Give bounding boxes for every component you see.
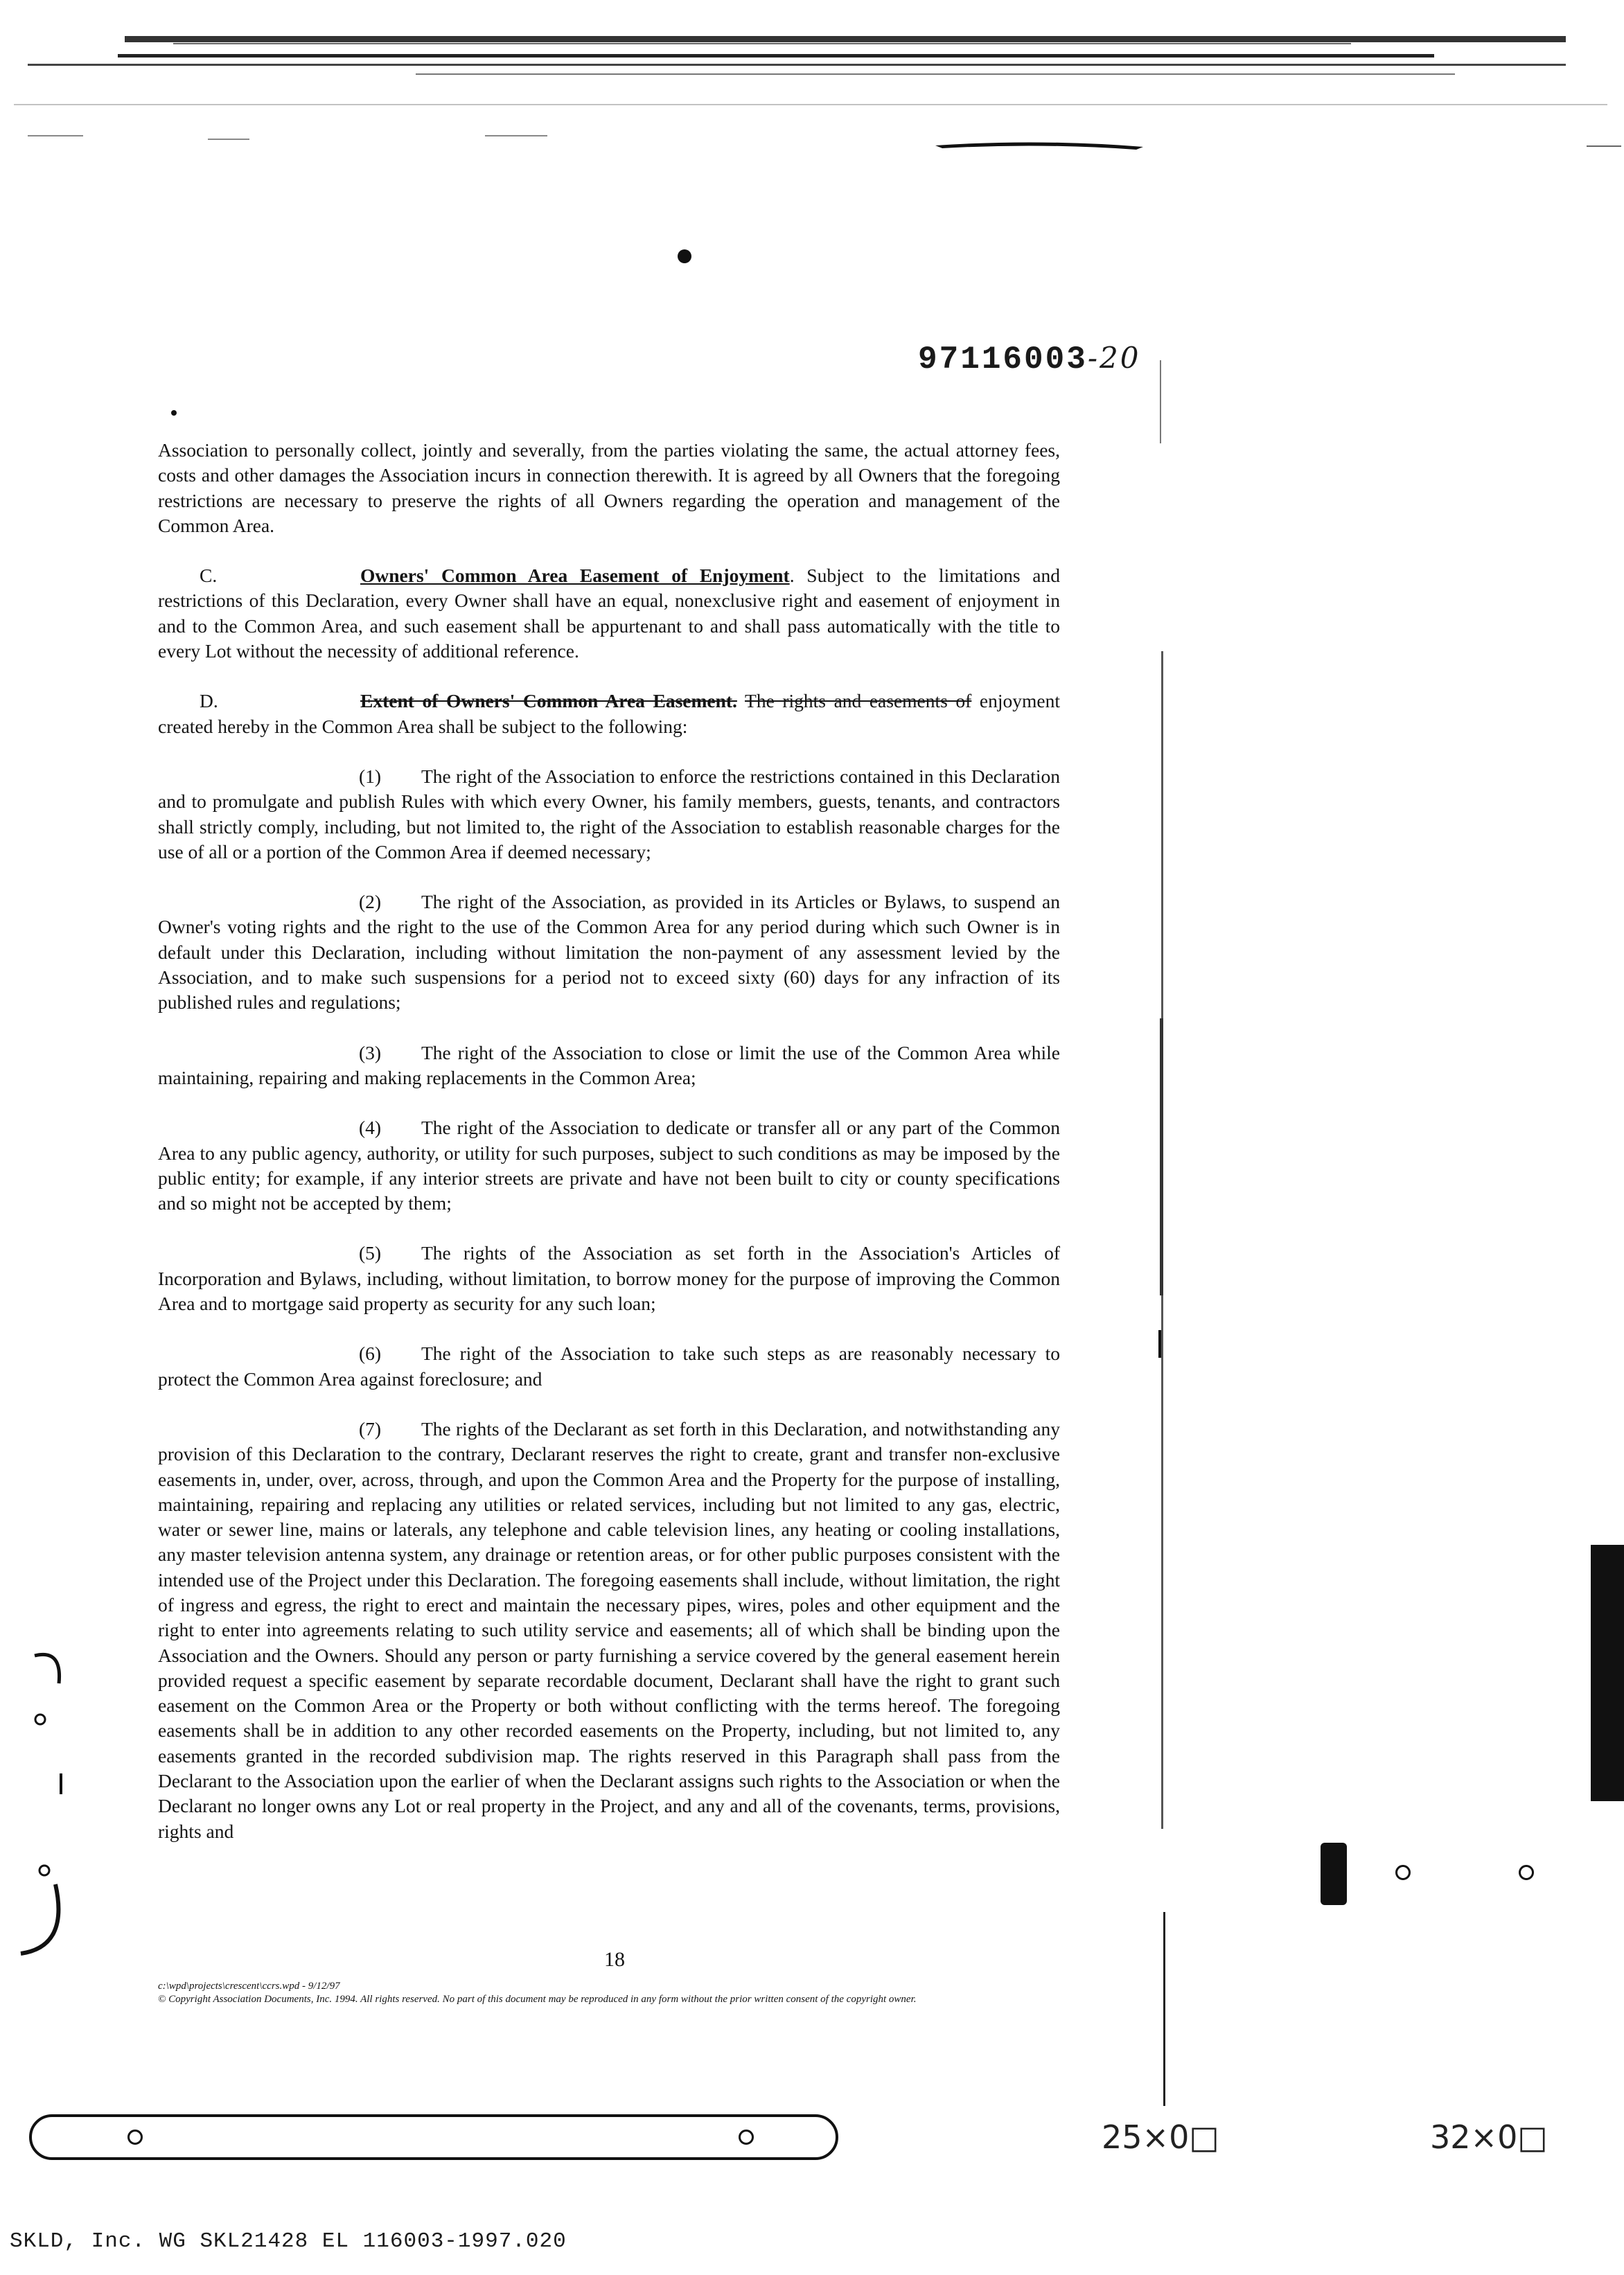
page-number: 18 [604,1948,625,1971]
section-d-heading: Extent of Owners' Common Area Easement. [360,690,737,712]
section-c: C. Owners' Common Area Easement of Enjoyment. Subject to the limitations and restrictions of this Declaration, every Owner shall have an equal, nonexclusive right and easement of enjoyment in and to the Common Area, and such easement shall be appurtenant to and shall pass automatically with the title to every Lot without the necessity of additional reference. [158,565,1060,662]
section-d-text: enjoyment created hereby in the Common Area shall be subject to the following: [158,690,1061,737]
list-item: (4) The right of the Association to dedicate or transfer all or any part of the Common Area to any public agency, authority, or utility for such purposes, subject to such conditions as may be imposed by the public entity; for example, if any interior streets are private and have not been built to city or county specifications and so might not be accepted by them; [158,1117,1060,1214]
paragraph-continuation: Association to personally collect, jointly and severally, from the parties violating the same, the actual attorney fees, costs and other damages the Association incurs in connection therewith. It is agreed by all Owners that the foregoing restrictions are necessary to preserve the rights of all Owners regarding the operation and management of the Common Area. [158,439,1060,536]
section-d [158,689,1060,739]
punch-hole [1395,1865,1411,1880]
copyright-notice: © Copyright Association Documents, Inc. 1994. All rights reserved. No part of this document may be reproduced in any form without the prior written consent of the copyright owner. [158,1994,917,2005]
section-d-label: D. [200,690,218,712]
scan-edge-right-lower [1157,1912,1171,2106]
scan-edge-right [1150,360,1171,1884]
list-item: (5) The rights of the Association as set forth in the Association's Articles of Incorporation and Bylaws, including, without limitation, to borrow money for the purpose of improving the Common Area and to mortgage said property as security for any such loan; [158,1242,1060,1315]
list-item: (2) The right of the Association, as provided in its Articles or Bylaws, to suspend an Owner's voting rights and the right to the use of the Common Area for any period during which such Owner is in default under this Declaration, including without limitation the non-payment of any assessment levied by the Association, and to make such suspensions for a period not to exceed sixty (60) days for any infraction of its published rules and regulations; [158,891,1060,1013]
section-c-label: C. [200,565,218,587]
list-item: (6) The right of the Association to take such steps as are reasonably necessary to protect the Common Area against foreclosure; and [158,1343,1060,1390]
scan-edge-black-block [1591,1545,1624,1801]
list-item: (1) The right of the Association to enforce the restrictions contained in this Declaration and to promulgate and publish Rules with which every Owner, his family members, guests, tenants, and contractors shall strictly comply, including, but not limited to, the right of the Association to establish reasonable charges for the use of all or a portion of the Common Area if deemed necessary; [158,765,1060,862]
scan-bottom-bar [29,2114,838,2160]
section-c-text: Subject to the limitations and restrictions of this Declaration, every Owner shall have an equal, nonexclusive right and easement of enjoyment in and to the Common Area, and such easement shall be appurtenant to and shall pass automatically with the title to every Lot without the necessity of additional reference. [158,565,1060,662]
bar-hole-right [739,2130,754,2145]
recording-number: 97116003-20 [918,341,1141,378]
reduction-marker-right: 32×0□ [1430,2118,1548,2156]
file-path: c:\wpd\projects\crescent\ccrs.wpd - 9/12/97 [158,1981,340,1992]
reduction-marker-left: 25×0□ [1102,2118,1219,2156]
list-item: (7) The rights of the Declarant as set forth in this Declaration, and notwithstanding any provision of this Declaration to the contrary, Declarant reserves the right to create, grant and transfer non-exclusive easements in, under, over, across, through, and upon the Common Area and the Property for the purpose of installing, maintaining, repairing and replacing any utilities or related services, including but not limited to any gas, electric, water or sewer line, mains or laterals, any telephone and cable television lines, any heating or cooling installations, any master television antenna system, any drainage or retention areas, or for other public purposes consistent with the intended use of the Project under this Declaration. The foregoing easements shall include, without limitation, the right of ingress and egress, the right to erect and maintain the necessary pipes, wires, poles and other equipment and the right to enter into agreements relating to such utility service and easements; all of which shall be binding upon the Association and the Owners. Should any person or party furnishing a service covered by the general easement herein provided request a specific easement by separate recordable document, Declarant shall have the right to grant such easement on the Common Area or the Property or both without conflicting with the terms hereof. The foregoing easements shall be in addition to any other recorded easements on the Property, including, but not limited to, any easements granted in the recorded subdivision map. The rights reserved in this Paragraph shall pass from the Declarant to the Association upon the earlier of when the Declarant assigns such rights to the Association or when the Declarant no longer owns any Lot or real property in the Project, and any and all of the covenants, terms, provisions, rights and [158,1417,1060,1842]
punch-hole [1519,1865,1534,1880]
section-d-strike-text: The rights and easements of [745,690,972,712]
list-item: (3) The right of the Association to close or limit the use of the Common Area while maintaining, repairing and making replacements in the Common Area; [158,1041,1060,1088]
scan-block [1321,1843,1347,1905]
document-body [158,438,1060,1844]
section-c-heading: Owners' Common Area Easement of Enjoyment [360,565,790,587]
punch-dot [678,249,691,263]
document-id: SKLD, Inc. WG SKL21428 EL 116003-1997.020 [10,2229,567,2254]
stray-mark [171,410,177,416]
footer-copyright [158,1980,989,2006]
scan-noise-top [0,0,1624,166]
bar-hole-left [127,2130,143,2145]
scan-edge-left [14,1642,69,2002]
